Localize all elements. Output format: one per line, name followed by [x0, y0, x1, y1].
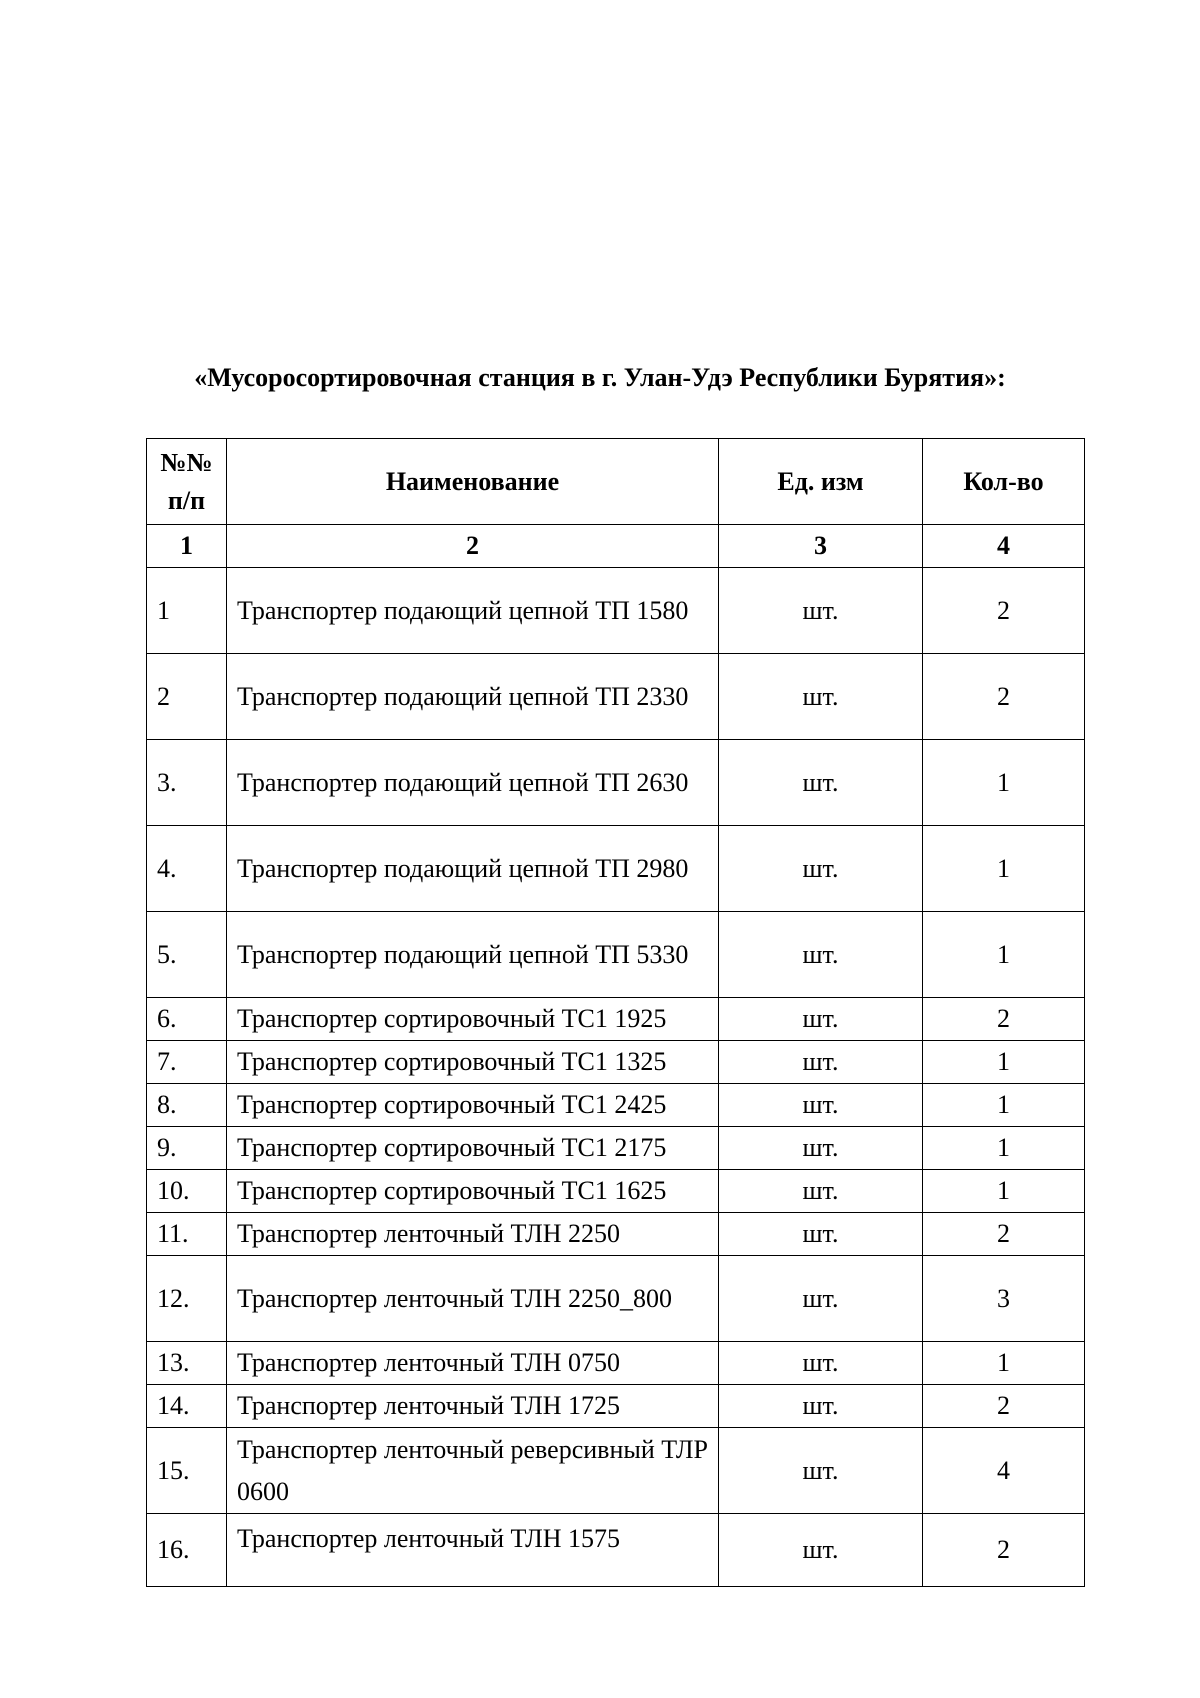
row-name-cell: Транспортер подающий цепной ТП 2980	[227, 826, 719, 912]
row-name-cell: Транспортер ленточный ТЛН 1575	[227, 1514, 719, 1587]
row-number-cell: 7.	[147, 1041, 227, 1084]
row-unit-cell: шт.	[719, 740, 923, 826]
table-row	[147, 1256, 1085, 1342]
row-name-cell: Транспортер сортировочный ТС1 2425	[227, 1084, 719, 1127]
column-number: 3	[719, 525, 923, 568]
row-quantity-cell: 1	[923, 740, 1085, 826]
row-number-cell: 6.	[147, 998, 227, 1041]
row-quantity-cell: 1	[923, 912, 1085, 998]
row-number-cell: 8.	[147, 1084, 227, 1127]
row-name-cell: Транспортер ленточный ТЛН 0750	[227, 1342, 719, 1385]
row-quantity-cell: 2	[923, 1385, 1085, 1428]
row-number-cell: 4.	[147, 826, 227, 912]
row-number-cell: 10.	[147, 1170, 227, 1213]
row-quantity-cell: 1	[923, 1084, 1085, 1127]
row-unit-cell: шт.	[719, 912, 923, 998]
row-number-cell: 9.	[147, 1127, 227, 1170]
row-name-cell: Транспортер ленточный ТЛН 2250_800	[227, 1256, 719, 1342]
row-name-cell: Транспортер подающий цепной ТП 1580	[227, 568, 719, 654]
header-number: №№ п/п	[147, 439, 227, 525]
table-row	[147, 1385, 1085, 1428]
row-number-cell: 5.	[147, 912, 227, 998]
row-quantity-cell: 1	[923, 826, 1085, 912]
row-unit-cell: шт.	[719, 826, 923, 912]
row-quantity-cell: 2	[923, 1213, 1085, 1256]
row-number-cell: 13.	[147, 1342, 227, 1385]
column-number: 4	[923, 525, 1085, 568]
document-title: «Мусоросортировочная станция в г. Улан-Удэ Республики Бурятия»:	[194, 363, 1006, 392]
row-unit-cell: шт.	[719, 1170, 923, 1213]
header-quantity: Кол-во	[923, 439, 1085, 525]
row-unit-cell: шт.	[719, 1256, 923, 1342]
row-quantity-cell: 1	[923, 1342, 1085, 1385]
equipment-table	[146, 438, 1085, 1587]
row-unit-cell: шт.	[719, 1514, 923, 1587]
table-row	[147, 912, 1085, 998]
row-quantity-cell: 2	[923, 998, 1085, 1041]
row-name-cell: Транспортер ленточный ТЛН 1725	[227, 1385, 719, 1428]
table-row	[147, 740, 1085, 826]
row-number-cell: 15.	[147, 1428, 227, 1514]
row-number-cell: 2	[147, 654, 227, 740]
row-name-cell: Транспортер подающий цепной ТП 5330	[227, 912, 719, 998]
table-header-row	[147, 439, 1085, 525]
table-row	[147, 1170, 1085, 1213]
row-unit-cell: шт.	[719, 1213, 923, 1256]
table-row	[147, 1342, 1085, 1385]
row-unit-cell: шт.	[719, 1342, 923, 1385]
row-name-cell: Транспортер сортировочный ТС1 1325	[227, 1041, 719, 1084]
column-number: 1	[147, 525, 227, 568]
table-row	[147, 1514, 1085, 1587]
row-name-cell: Транспортер ленточный ТЛН 2250	[227, 1213, 719, 1256]
row-unit-cell: шт.	[719, 1084, 923, 1127]
row-number-cell: 11.	[147, 1213, 227, 1256]
row-number-cell: 14.	[147, 1385, 227, 1428]
row-name-cell: Транспортер сортировочный ТС1 1925	[227, 998, 719, 1041]
row-number-cell: 12.	[147, 1256, 227, 1342]
row-quantity-cell: 3	[923, 1256, 1085, 1342]
row-number-cell: 1	[147, 568, 227, 654]
row-quantity-cell: 2	[923, 1514, 1085, 1587]
row-name-cell: Транспортер подающий цепной ТП 2630	[227, 740, 719, 826]
row-unit-cell: шт.	[719, 1127, 923, 1170]
column-number-row	[147, 525, 1085, 568]
row-name-cell: Транспортер ленточный реверсивный ТЛР 0600	[227, 1428, 719, 1514]
table-row	[147, 1213, 1085, 1256]
row-quantity-cell: 1	[923, 1170, 1085, 1213]
table-row	[147, 1041, 1085, 1084]
table-row	[147, 998, 1085, 1041]
table-row	[147, 568, 1085, 654]
column-number: 2	[227, 525, 719, 568]
table-row	[147, 1428, 1085, 1514]
row-number-cell: 16.	[147, 1514, 227, 1587]
table-row	[147, 826, 1085, 912]
row-unit-cell: шт.	[719, 1428, 923, 1514]
row-quantity-cell: 1	[923, 1041, 1085, 1084]
row-unit-cell: шт.	[719, 1041, 923, 1084]
row-name-cell: Транспортер подающий цепной ТП 2330	[227, 654, 719, 740]
row-unit-cell: шт.	[719, 998, 923, 1041]
row-quantity-cell: 1	[923, 1127, 1085, 1170]
row-unit-cell: шт.	[719, 1385, 923, 1428]
table-row	[147, 1127, 1085, 1170]
row-quantity-cell: 2	[923, 654, 1085, 740]
row-number-cell: 3.	[147, 740, 227, 826]
header-unit: Ед. изм	[719, 439, 923, 525]
row-name-cell: Транспортер сортировочный ТС1 2175	[227, 1127, 719, 1170]
row-unit-cell: шт.	[719, 568, 923, 654]
table-row	[147, 654, 1085, 740]
header-name: Наименование	[227, 439, 719, 525]
row-unit-cell: шт.	[719, 654, 923, 740]
row-quantity-cell: 4	[923, 1428, 1085, 1514]
row-name-cell: Транспортер сортировочный ТС1 1625	[227, 1170, 719, 1213]
row-quantity-cell: 2	[923, 568, 1085, 654]
table-row	[147, 1084, 1085, 1127]
